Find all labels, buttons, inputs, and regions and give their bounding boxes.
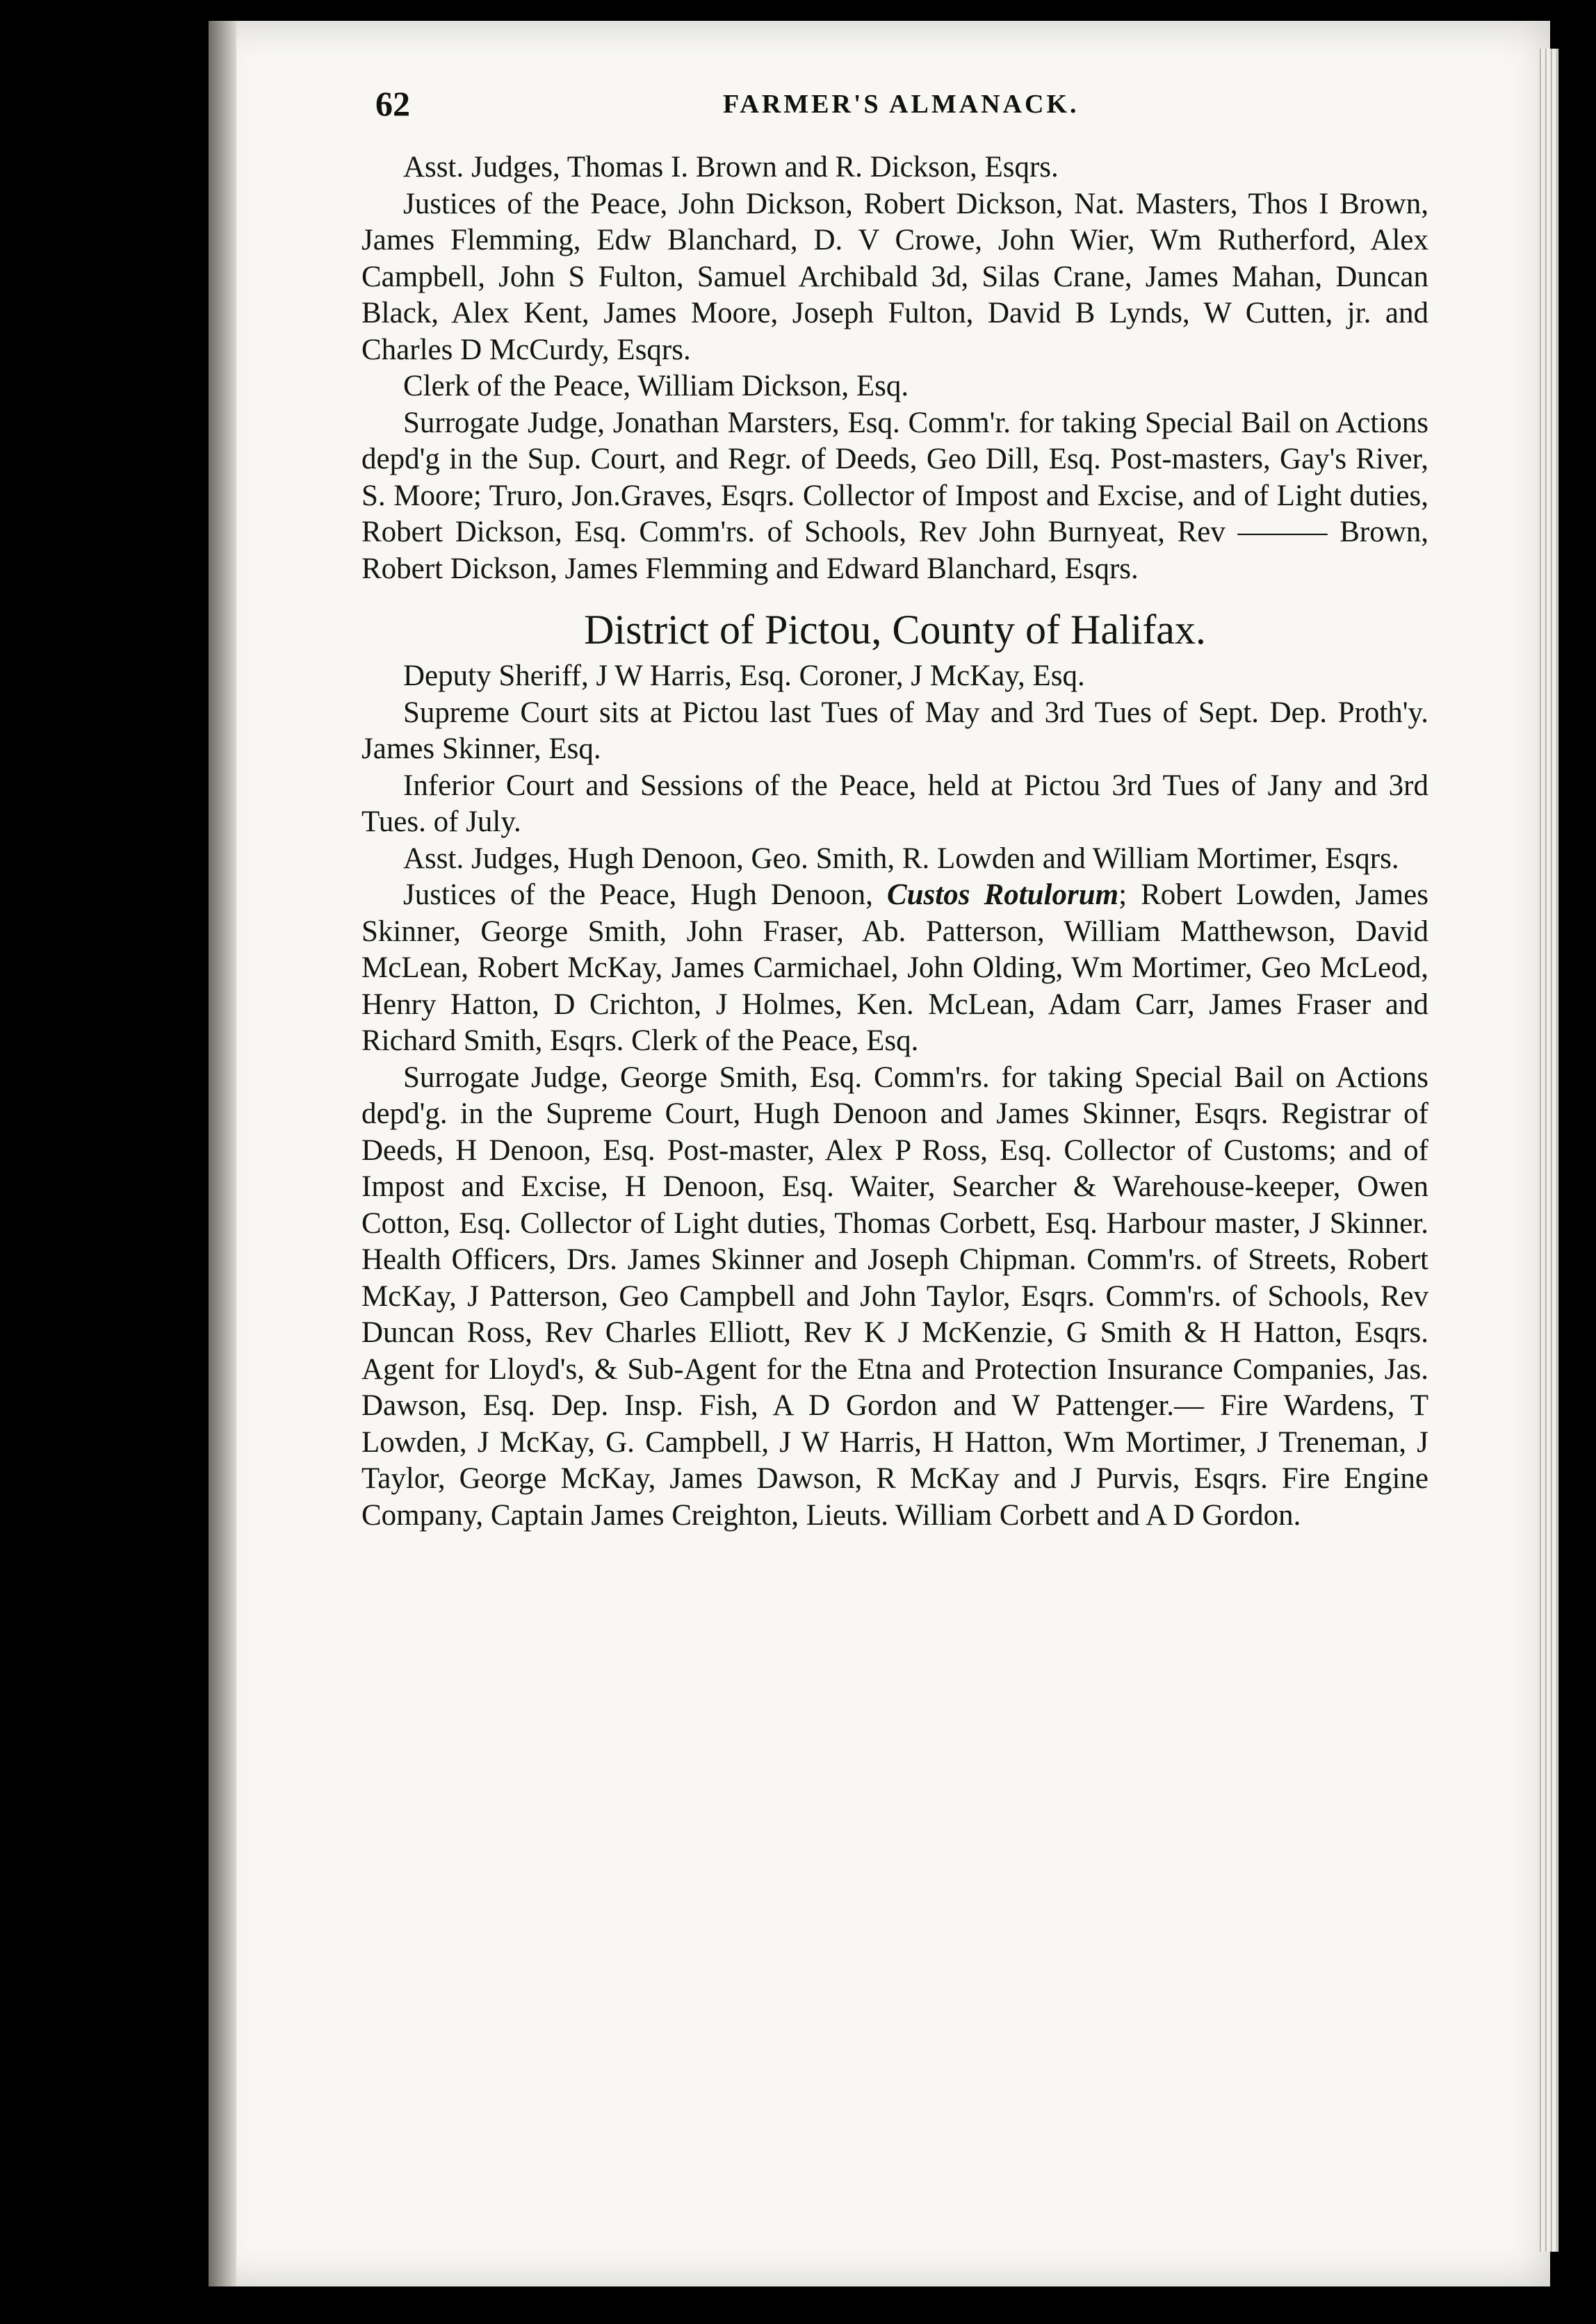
paragraph-justices: Justices of the Peace, John Dickson, Robert Dickson, Nat. Masters, Thos I Brown, James Flemming, Edw Blanchard, D. V Crowe, John Wier, Wm Rutherford, Alex Campbell, John S Fulton, Samuel Archibald 3d, Silas Crane, James Mahan, Duncan Black, Alex Kent, James Moore, Joseph Fulton, David B Lynds, W Cutten, jr. and Charles D McCurdy, Esqrs. (361, 187, 1428, 366)
page-number: 62 (375, 84, 410, 123)
page-header (375, 83, 1453, 139)
paragraph-surrogate: Surrogate Judge, Jonathan Marsters, Esq. Comm'r. for taking Special Bail on Actions depd'g in the Sup. Court, and Regr. of Deeds, Geo Dill, Esq. Post-masters, Gay's River, S. Moore; Truro, Jon.Graves, Esqrs. Collector of Impost and Excise, and of Light duties, Robert Dickson, Esq. Comm'rs. of Schools, Rev John Burnyeat, Rev ——— Brown, Robert Dickson, James Flemming and Edward Blanchard, Esqrs. (361, 406, 1428, 585)
justices-rest-text: ; Robert Lowden, James Skinner, George Smith, John Fraser, Ab. Patterson, William Matthewson, David McLean, Robert McKay, James Carmichael, John Olding, Wm Mortimer, Geo McLeod, Henry Hatton, D Crichton, J Holmes, Ken. McLean, Adam Carr, James Fraser and Richard Smith, Esqrs. Clerk of the Peace, Esq. (361, 878, 1428, 1057)
paragraph-inferior-court: Inferior Court and Sessions of the Peace, held at Pictou 3rd Tues of Jany and 3rd Tues. of July. (361, 769, 1428, 838)
custos-rotulorum: Custos Rotulorum (886, 878, 1119, 911)
paragraph-asst-judges: Asst. Judges, Thomas I. Brown and R. Dickson, Esqrs. (403, 151, 1059, 183)
paragraph-district-justices (361, 877, 1428, 1060)
justices-lead-text: Justices of the Peace, Hugh Denoon, (403, 878, 873, 911)
paragraph-district-asst-judges: Asst. Judges, Hugh Denoon, Geo. Smith, R. Lowden and William Mortimer, Esqrs. (403, 842, 1399, 875)
paragraph-supreme-court: Supreme Court sits at Pictou last Tues of May and 3rd Tues of Sept. Dep. Proth'y. James Skinner, Esq. (361, 696, 1428, 765)
page-body (361, 149, 1428, 1534)
paragraph-deputy-sheriff: Deputy Sheriff, J W Harris, Esq. Coroner, J McKay, Esq. (403, 660, 1085, 692)
paragraph-clerk: Clerk of the Peace, William Dickson, Esq. (403, 370, 909, 402)
page-gutter-shadow (209, 21, 236, 2286)
page-edge-stack (1538, 49, 1558, 2252)
running-head: FARMER'S ALMANACK. (723, 90, 1080, 119)
district-title: District of Pictou, County of Halifax. (584, 607, 1206, 653)
paragraph-district-officers: Surrogate Judge, George Smith, Esq. Comm'rs. for taking Special Bail on Actions depd'g. in the Supreme Court, Hugh Denoon and James Skinner, Esqrs. Registrar of Deeds, H Denoon, Esq. Post-master, Alex P Ross, Esq. Collector of Customs; and of Impost and Excise, H Denoon, Esq. Waiter, Searcher & Warehouse-keeper, Owen Cotton, Esq. Collector of Light duties, Thomas Corbett, Esq. Harbour master, J Skinner. Health Officers, Drs. James Skinner and Joseph Chipman. Comm'rs. of Streets, Robert McKay, J Patterson, Geo Campbell and John Taylor, Esqrs. Comm'rs. of Schools, Rev Duncan Ross, Rev Charles Elliott, Rev K J McKenzie, G Smith & H Hatton, Esqrs. Agent for Lloyd's, & Sub-Agent for the Etna and Protection Insurance Companies, Jas. Dawson, Esq. Dep. Insp. Fish, A D Gordon and W Pattenger.— Fire Wardens, T Lowden, J McKay, G. Campbell, J W Harris, H Hatton, Wm Mortimer, J Treneman, J Taylor, George McKay, James Dawson, R McKay and J Purvis, Esqrs. Fire Engine Company, Captain James Creighton, Lieuts. William Corbett and A D Gordon. (361, 1061, 1428, 1532)
